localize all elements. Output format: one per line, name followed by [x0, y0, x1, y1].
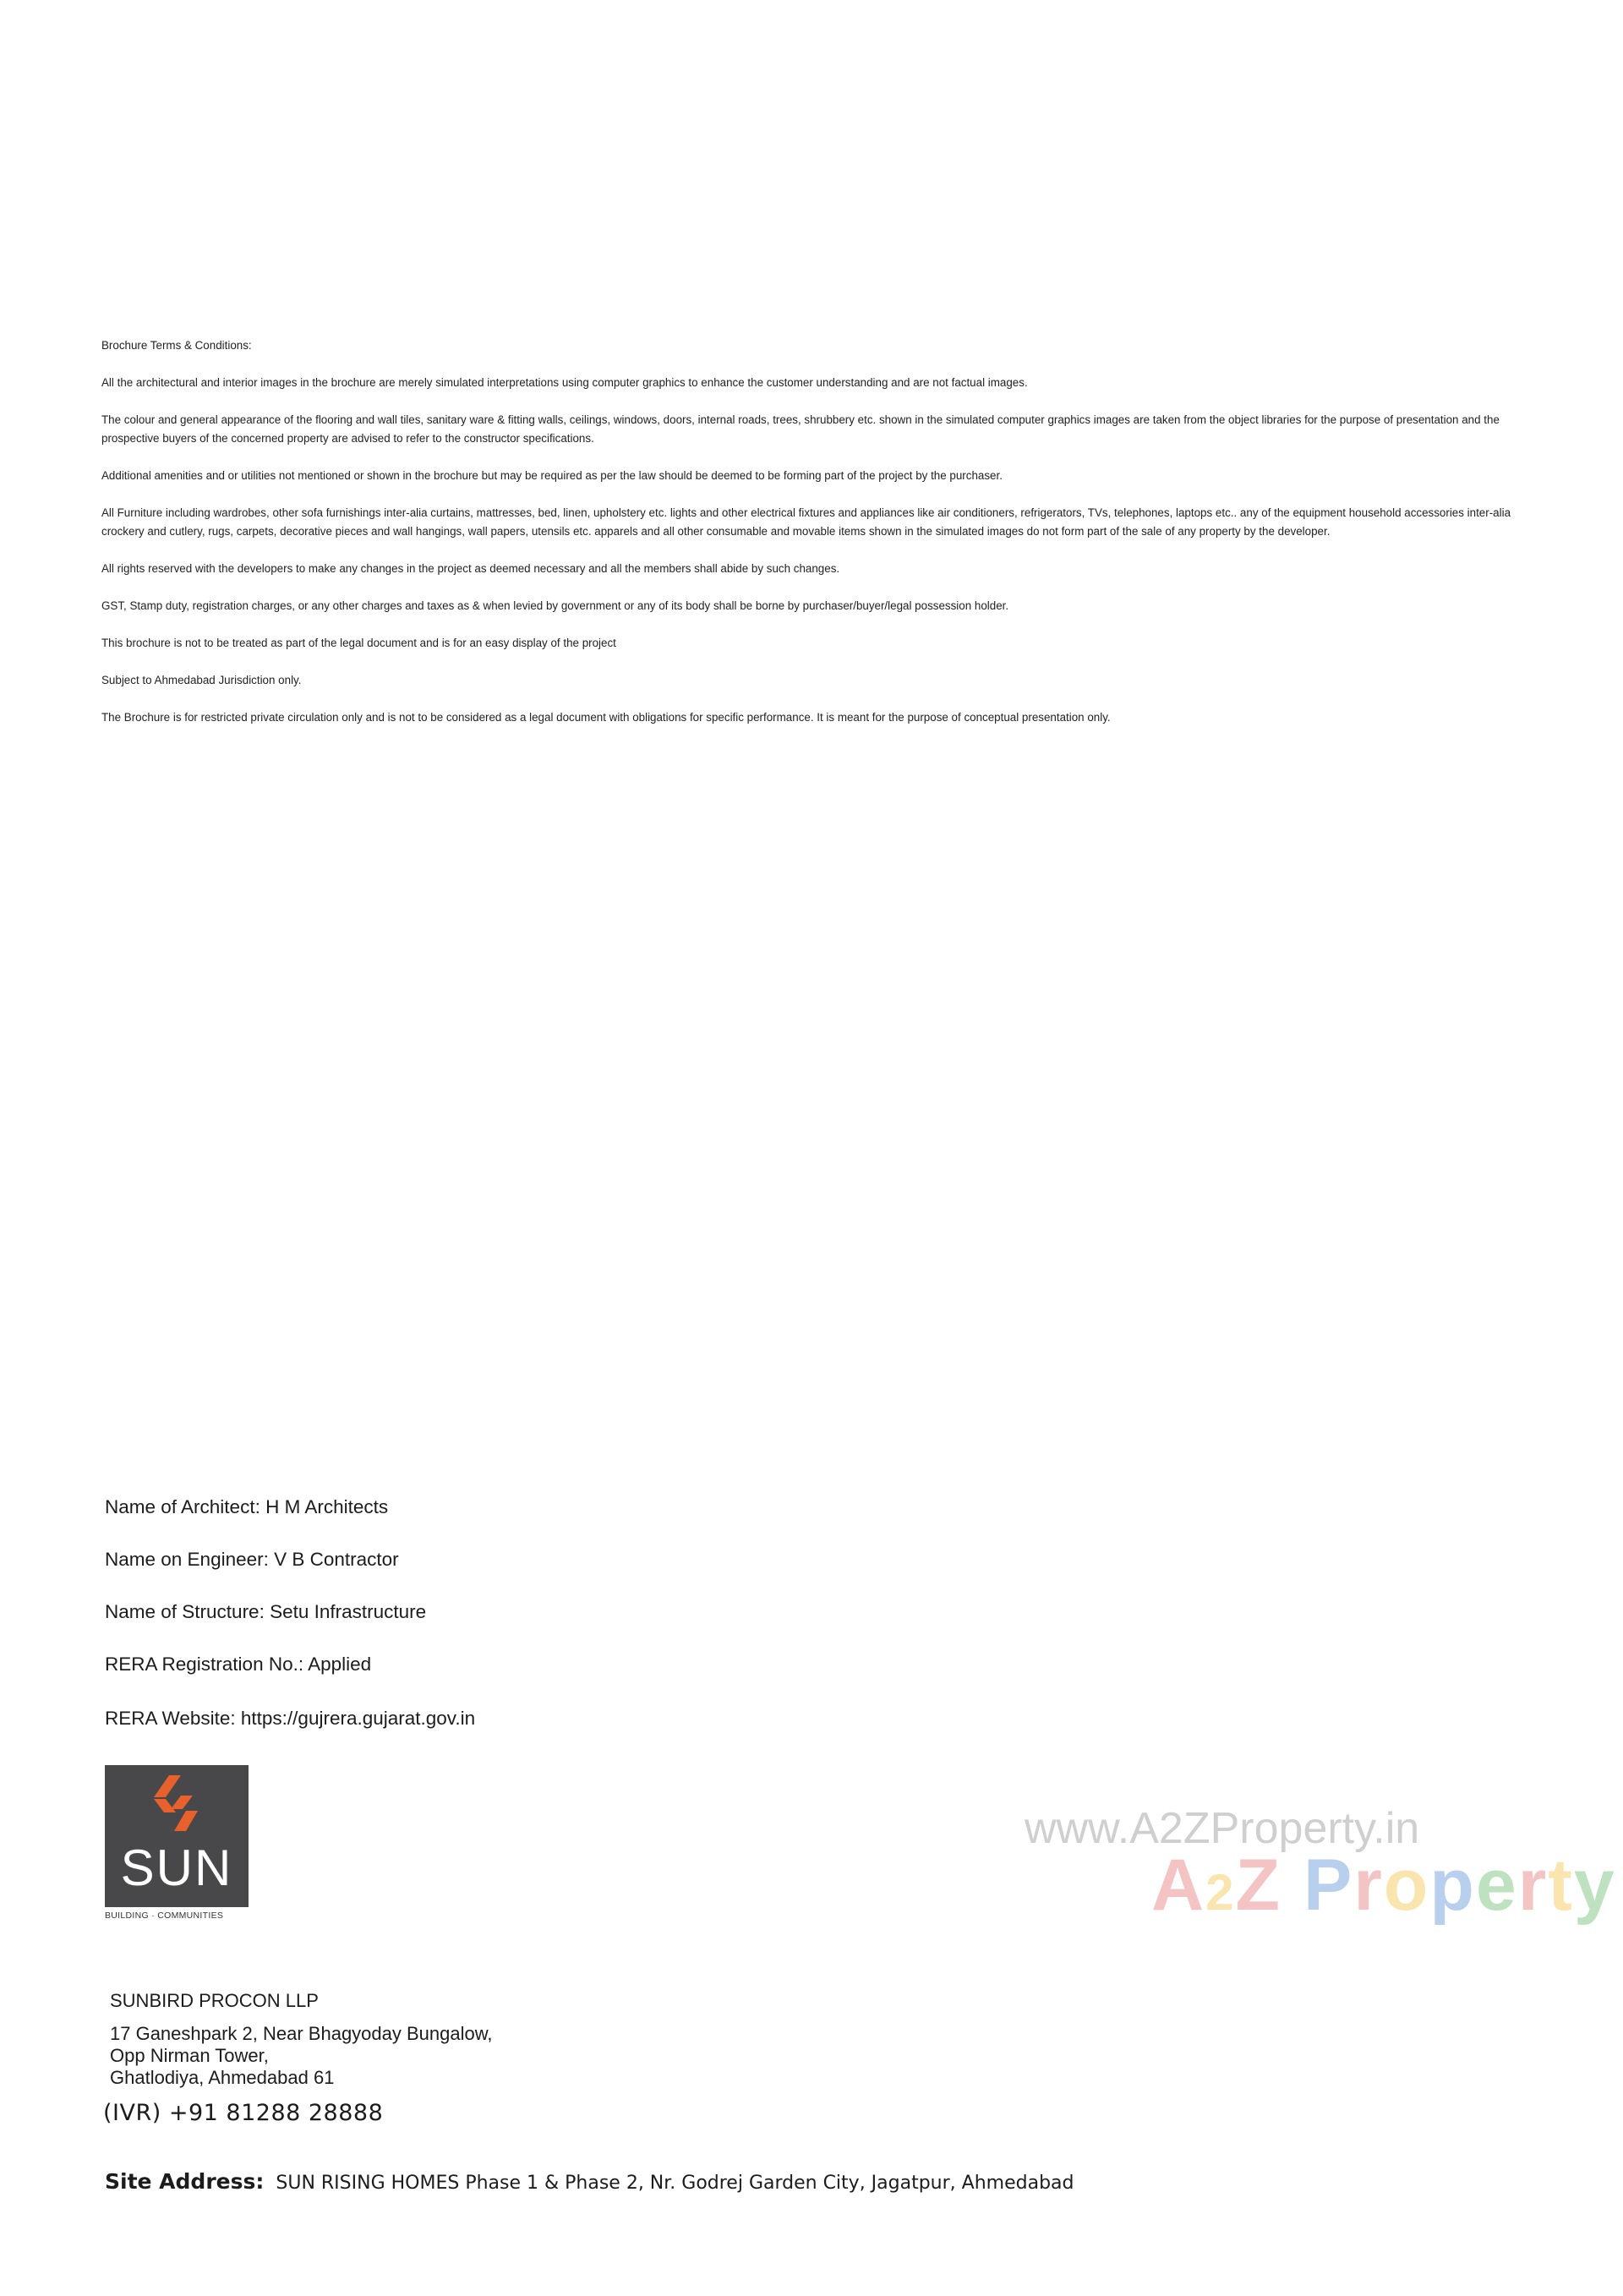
watermark-letter: Z	[1235, 1845, 1282, 1926]
watermark-letter: r	[1353, 1845, 1384, 1926]
terms-paragraph: Additional amenities and or utilities not mentioned or shown in the brochure but may be required as per the law should be deemed to be forming part of the project by the purchaser.	[101, 469, 1003, 482]
company-phone: (IVR) +91 81288 28888	[103, 2100, 384, 2126]
structure-name: Name of Structure: Setu Infrastructure	[105, 1601, 427, 1622]
site-address-label: Site Address:	[105, 2169, 265, 2194]
watermark-letter: o	[1383, 1845, 1430, 1926]
terms-paragraph: All Furniture including wardrobes, other sofa furnishings inter-alia curtains, mattresses, bed, linen, upholstery etc. lights and other electrical fixtures and appliances like air conditioners, refrigerators, TVs, telephones, laptops etc.. any of the equipment household accessories inter-alia crockery and cutlery, rugs, carpets, decorative pieces and wall hangings, wall papers, utensils etc. apparels and all other consumable and movable items shown in the simulated images do not form part of the sale of any property by the developer.	[101, 506, 1511, 538]
terms-heading: Brochure Terms & Conditions:	[101, 339, 252, 352]
a2z-watermark	[1025, 1803, 1616, 1926]
company-address-line3: Ghatlodiya, Ahmedabad 61	[110, 2067, 335, 2088]
company-address-line2: Opp Nirman Tower,	[110, 2045, 269, 2066]
terms-paragraph: All the architectural and interior images in the brochure are merely simulated interpretations using computer graphics to enhance the customer understanding and are not factual images.	[101, 376, 1028, 389]
terms-paragraph: All rights reserved with the developers to make any changes in the project as deemed necessary and all the members shall abide by such changes.	[101, 562, 840, 575]
watermark-letter: r	[1517, 1845, 1549, 1926]
terms-paragraph: The colour and general appearance of the flooring and wall tiles, sanitary ware & fitting walls, ceilings, windows, doors, internal roads, trees, shrubbery etc. shown in the simulated computer graphics images are taken from the object libraries for the purpose of presentation and the prospective buyers of the concerned property are advised to refer to the constructor specifications.	[101, 413, 1500, 445]
watermark-letter: y	[1573, 1845, 1616, 1926]
watermark-letter: A	[1151, 1845, 1206, 1926]
terms-paragraph: Subject to Ahmedabad Jurisdiction only.	[101, 674, 302, 686]
architect-name: Name of Architect: H M Architects	[105, 1496, 389, 1517]
site-address	[105, 2169, 1074, 2194]
terms-paragraph: The Brochure is for restricted private circulation only and is not to be considered as a legal document with obligations for specific performance. It is meant for the purpose of conceptual presentation only.	[101, 711, 1111, 724]
engineer-name: Name on Engineer: V B Contractor	[105, 1549, 399, 1570]
watermark-brand	[1151, 1844, 1616, 1927]
sun-logo-mark-icon	[105, 1765, 249, 1843]
watermark-letter: p	[1429, 1845, 1476, 1926]
company-name: SUNBIRD PROCON LLP	[110, 1990, 319, 2011]
watermark-letter: P	[1303, 1845, 1354, 1926]
terms-and-conditions	[101, 336, 1522, 746]
rera-website: RERA Website: https://gujrera.gujarat.gov.in	[105, 1708, 476, 1729]
watermark-letter: e	[1475, 1845, 1518, 1926]
site-address-value: SUN RISING HOMES Phase 1 & Phase 2, Nr. Godrej Garden City, Jagatpur, Ahmedabad	[276, 2173, 1074, 2194]
sun-logo	[105, 1765, 249, 1907]
watermark-letter	[1281, 1844, 1303, 1927]
logo-tagline: BUILDING · COMMUNITIES	[105, 1911, 224, 1921]
terms-paragraph: This brochure is not to be treated as part of the legal document and is for an easy display of the project	[101, 637, 616, 649]
watermark-letter: t	[1548, 1845, 1574, 1926]
rera-registration: RERA Registration No.: Applied	[105, 1654, 372, 1675]
logo-wordmark: SUN	[120, 1840, 233, 1896]
terms-paragraph: GST, Stamp duty, registration charges, or any other charges and taxes as & when levied by government or any of its body shall be borne by purchaser/buyer/legal possession holder.	[101, 599, 1009, 612]
watermark-letter: 2	[1205, 1864, 1236, 1921]
watermark-url: www.A2ZProperty.in	[1025, 1804, 1420, 1853]
company-address-line1: 17 Ganeshpark 2, Near Bhagyoday Bungalow,	[110, 2023, 493, 2044]
